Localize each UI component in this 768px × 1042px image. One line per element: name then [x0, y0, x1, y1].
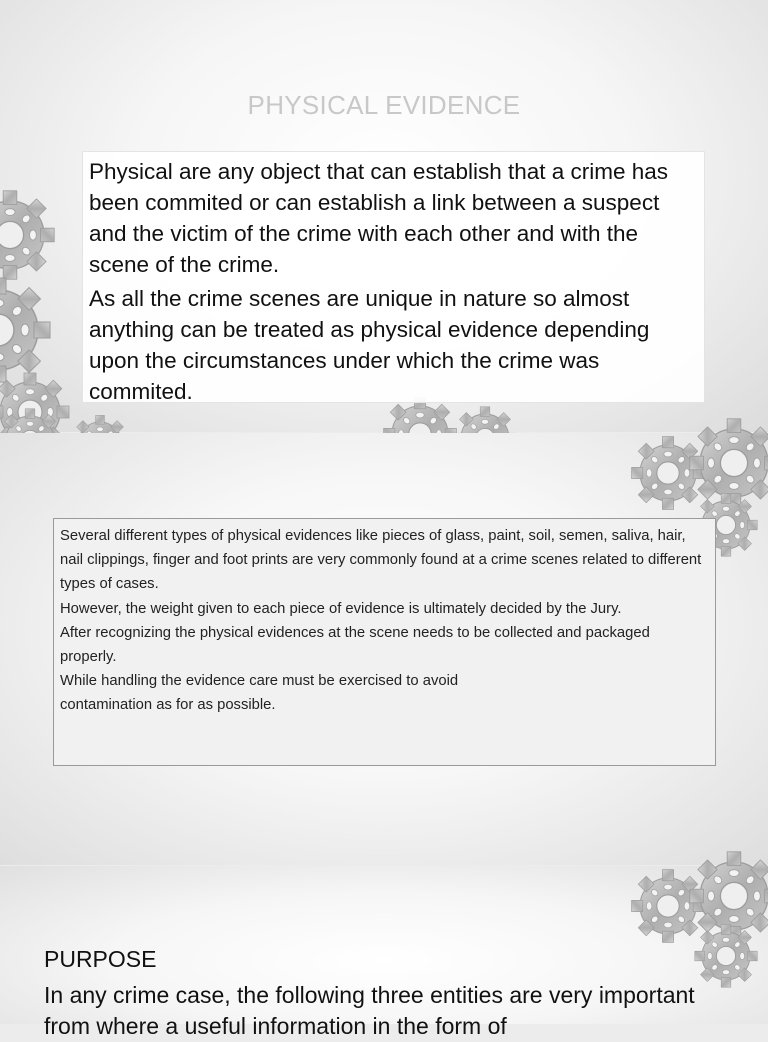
paragraph: In any crime case, the following three entities are very important from where a useful information in the form of — [44, 982, 695, 1039]
slide-3 — [0, 866, 768, 1039]
paragraph: However, the weight given to each piece of evidence is ultimately decided by the Jury. — [60, 600, 622, 617]
paragraph: After recognizing the physical evidences at the scene needs to be collected and packaged properly. — [60, 624, 650, 666]
gear-icon — [626, 866, 768, 976]
slide-title: PURPOSE — [44, 946, 157, 972]
slide-1 — [0, 0, 768, 432]
content-box — [53, 518, 716, 766]
paragraph: Several different types of physical evidences like pieces of glass, paint, soil, semen, saliva, hair, nail clippings, finger and foot prints are very commonly found at a crime scenes related to different types of cases. — [60, 528, 702, 593]
paragraph: contamination as for as possible. — [60, 697, 276, 714]
slide-title: PHYSICAL EVIDENCE — [247, 90, 521, 120]
paragraph: Physical are any object that can establish that a crime has been commited or can establish a link between a suspect and the victim of the crime with each other and with the scene of the crime. — [89, 159, 669, 277]
slide-2 — [0, 433, 768, 865]
paragraph: As all the crime scenes are unique in nature so almost anything can be treated as physical evidence depending upon the circumstances under which the crime was commited. — [89, 286, 650, 404]
paragraph: While handling the evidence care must be exercised to avoid — [60, 673, 459, 690]
content-box — [82, 151, 705, 403]
